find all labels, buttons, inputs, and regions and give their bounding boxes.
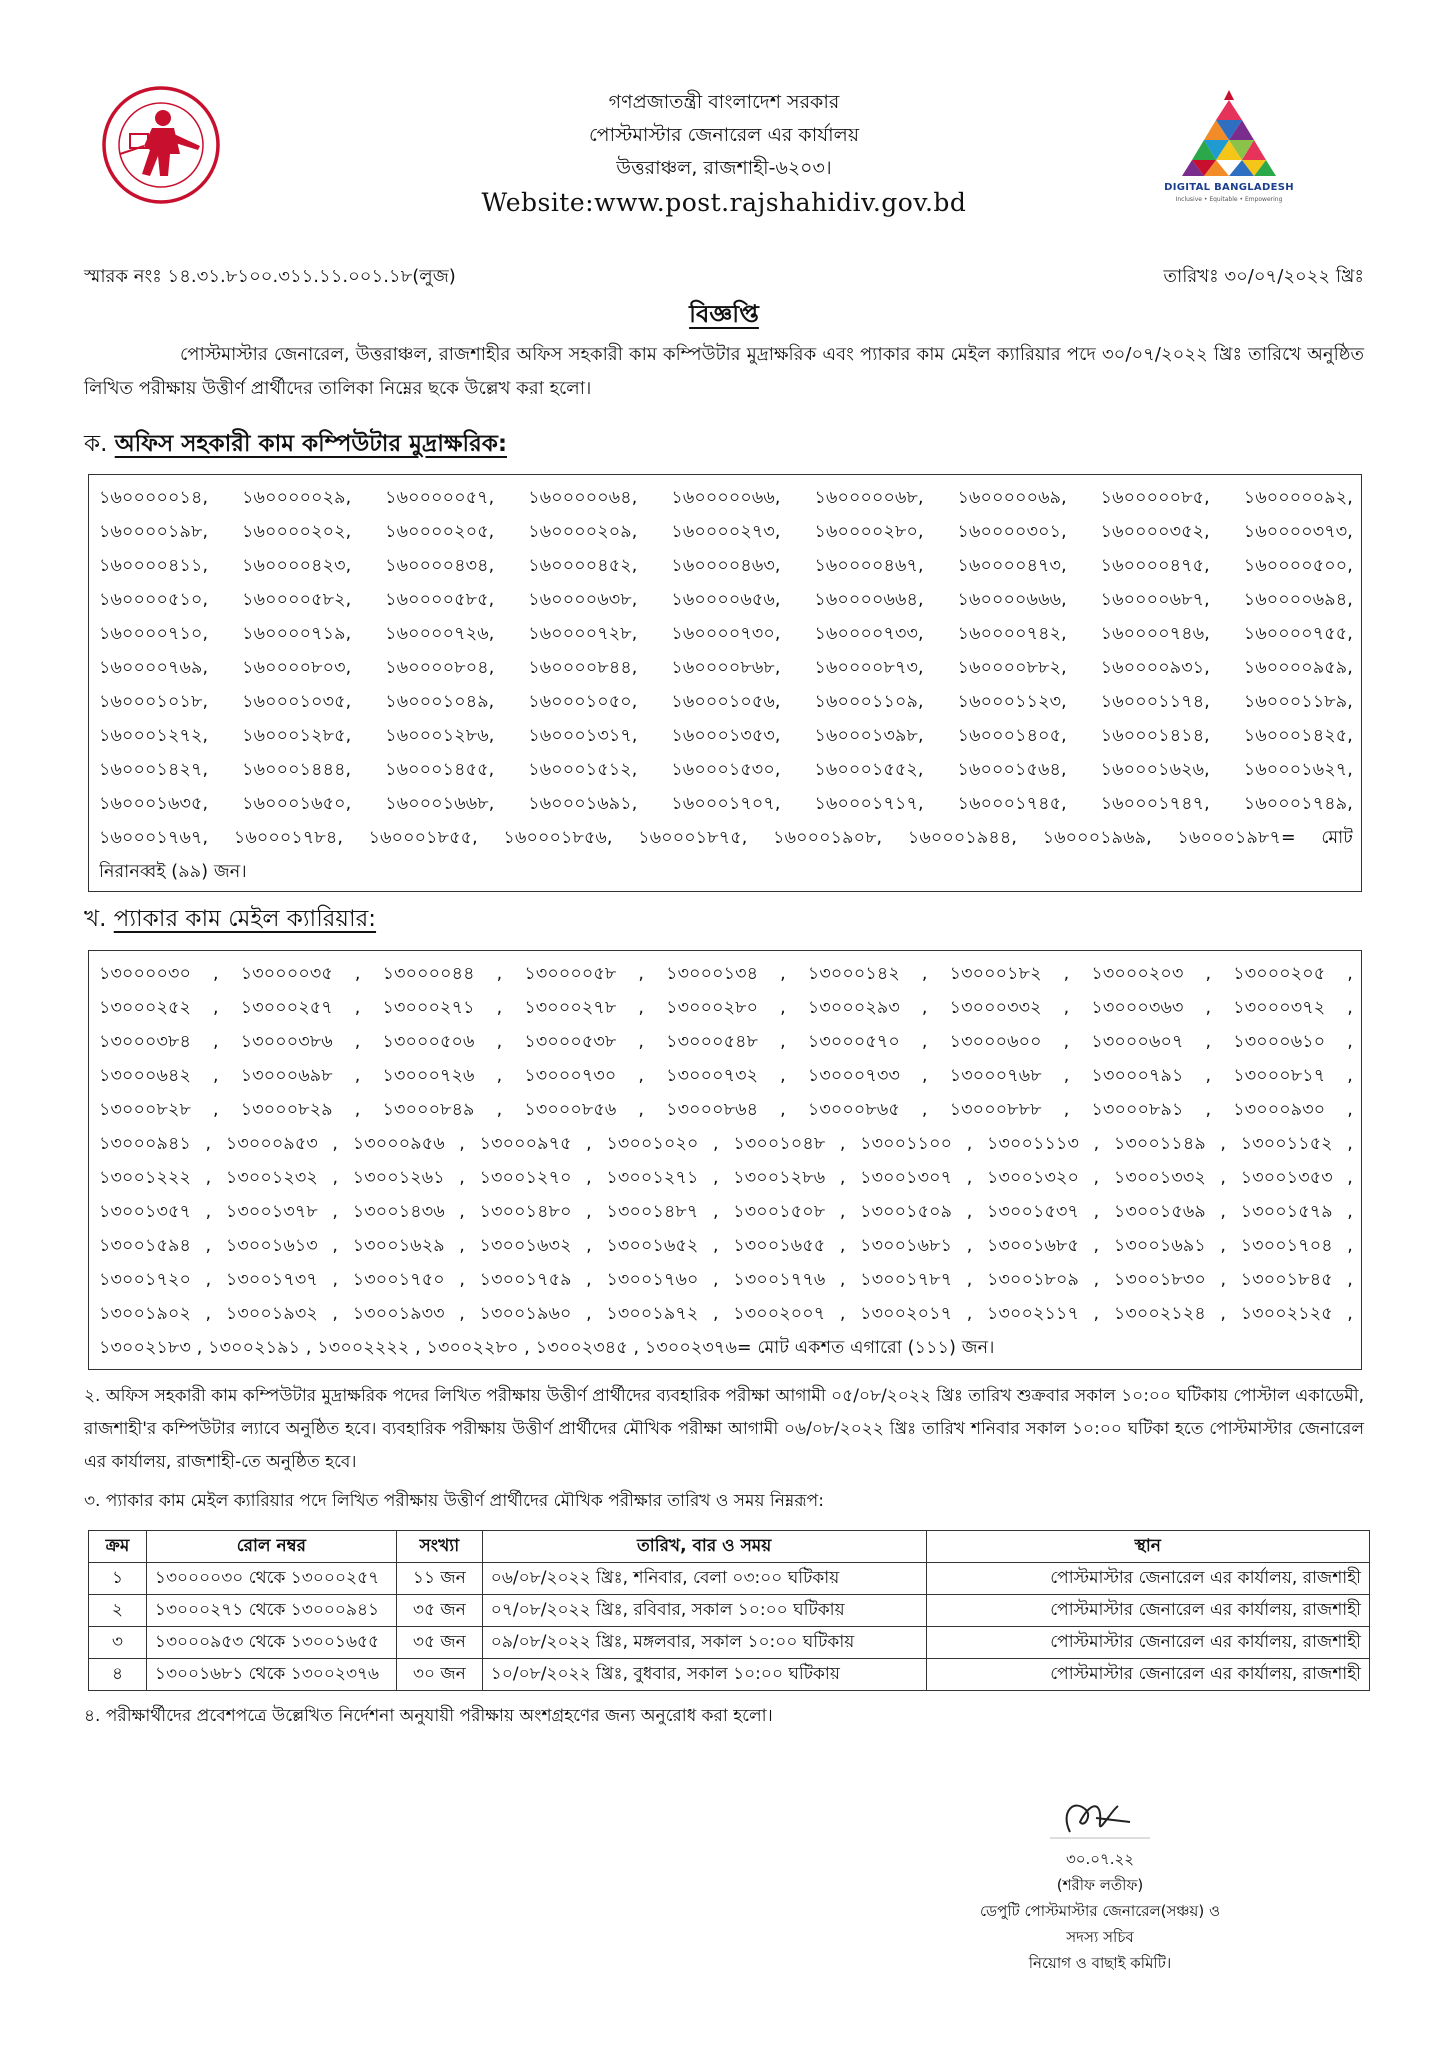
col-roll: রোল নম্বর — [146, 1531, 396, 1563]
practical-exam-paragraph: ২. অফিস সহকারী কাম কম্পিউটার মুদ্রাক্ষরিক পদের লিখিত পরীক্ষায় উত্তীর্ণ প্রার্থীদের ব্যবহারিক পরীক্ষা আগামী ০৫/০৮/২০২২ খ্রিঃ তারিখ শুক্রবার সকাল ১০:০০ ঘটিকায় পোস্টাল একাডেমী, রাজশাহী'র কম্পিউটার ল্যাবে অনুষ্ঠিত হবে। ব্যবহারিক পরীক্ষায় উত্তীর্ণ প্রার্থীদের মৌখিক পরীক্ষা আগামী ০৬/০৮/২০২২ খ্রিঃ তারিখ শনিবার সকাল ১০:০০ ঘটিকা হতে পোস্টমাস্টার জেনারেল এর কার্যালয়, রাজশাহী-তে অনুষ্ঠিত হবে। — [84, 1386, 1364, 1472]
signature-block — [920, 1792, 1280, 1976]
letterhead — [84, 82, 1364, 232]
section-k-heading — [84, 428, 507, 460]
cell-count: ৩০ জন — [396, 1659, 482, 1691]
cell-date-time: ০৯/০৮/২০২২ খ্রিঃ, মঙ্গলবার, সকাল ১০:০০ ঘটিকায় — [482, 1627, 926, 1659]
roll-row: ১৬০০০০৭৬৯, ১৬০০০০৮০৩, ১৬০০০০৮০৪, ১৬০০০০৮৪৪, ১৬০০০০৮৬৮, ১৬০০০০৮৭৩, ১৬০০০০৮৮২, ১৬০০০০৯৩১, ১৬০০০০৯৫৯, — [99, 658, 1353, 678]
roll-row: ১৩০০০৯৪১ , ১৩০০০৯৫৩ , ১৩০০০৯৫৬ , ১৩০০০৯৭৫ , ১৩০০১০২০ , ১৩০০১০৪৮ , ১৩০০১১০০ , ১৩০০১১১৩ , ১৩০০১১৪৯ , ১৩০০১১৫২ , — [99, 1134, 1353, 1154]
roll-row: ১৩০০১৩৫৭ , ১৩০০১৩৭৮ , ১৩০০১৪৩৬ , ১৩০০১৪৮০ , ১৩০০১৪৮৭ , ১৩০০১৫০৮ , ১৩০০১৫০৯ , ১৩০০১৫৩৭ , ১৩০০১৫৬৯ , ১৩০০১৫৭৯ , — [99, 1202, 1353, 1222]
signatory-name: (শরীফ লতীফ) — [1056, 1876, 1144, 1894]
cell-date-time: ১০/০৮/২০২২ খ্রিঃ, বুধবার, সকাল ১০:০০ ঘটিকায় — [482, 1659, 926, 1691]
cell-serial: ২ — [89, 1595, 147, 1627]
signature-date: ৩০.০৭.২২ — [1065, 1850, 1135, 1868]
section-kh-heading — [84, 903, 376, 935]
cell-serial: ৪ — [89, 1659, 147, 1691]
section-k-title: অফিস সহকারী কাম কম্পিউটার মুদ্রাক্ষরিক: — [114, 431, 508, 457]
roll-row: ১৩০০০০৩০ , ১৩০০০০৩৫ , ১৩০০০০৪৪ , ১৩০০০০৫৮ , ১৩০০০১৩৪ , ১৩০০০১৪২ , ১৩০০০১৮২ , ১৩০০০২০৩ , ১৩০০০২০৫ , — [99, 964, 1353, 984]
instruction-paragraph: ৪. পরীক্ষার্থীদের প্রবেশপত্রে উল্লেখিত নির্দেশনা অনুযায়ী পরীক্ষায় অংশগ্রহণের জন্য অনুরোধ করা হলো। — [84, 1706, 773, 1726]
roll-row: ১৩০০০৮২৮ , ১৩০০০৮২৯ , ১৩০০০৮৪৯ , ১৩০০০৮৫৬ , ১৩০০০৮৬৪ , ১৩০০০৮৬৫ , ১৩০০০৮৮৮ , ১৩০০০৮৯১ , ১৩০০০৯৩০ , — [99, 1100, 1353, 1120]
roll-row: ১৬০০০০৭১০, ১৬০০০০৭১৯, ১৬০০০০৭২৬, ১৬০০০০৭২৮, ১৬০০০০৭৩০, ১৬০০০০৭৩৩, ১৬০০০০৭৪২, ১৬০০০০৭৪৬, ১৬০০০০৭৫৫, — [99, 624, 1353, 644]
viva-schedule-paragraph: ৩. প্যাকার কাম মেইল ক্যারিয়ার পদে লিখিত পরীক্ষায় উত্তীর্ণ প্রার্থীদের মৌখিক পরীক্ষার তারিখ ও সময় নিম্নরূপ: — [84, 1491, 824, 1511]
cell-roll: ১৩০০০৯৫৩ থেকে ১৩০০১৬৫৫ — [146, 1627, 396, 1659]
signature-mark — [1030, 1792, 1170, 1844]
viva-schedule-table — [88, 1530, 1370, 1691]
roll-row: ১৬০০০১৬৩৫, ১৬০০০১৬৫০, ১৬০০০১৬৬৮, ১৬০০০১৬৯১, ১৬০০০১৭০৭, ১৬০০০১৭১৭, ১৬০০০১৭৪৫, ১৬০০০১৭৪৭, ১৬০০০১৭৪৯, — [99, 794, 1353, 814]
table-row — [89, 1659, 1370, 1691]
memo-date: তারিখঃ ৩০/০৭/২০২২ খ্রিঃ — [1163, 266, 1364, 287]
cell-date-time: ০৬/০৮/২০২২ খ্রিঃ, শনিবার, বেলা ০৩:০০ ঘটিকায় — [482, 1563, 926, 1595]
roll-row: ১৩০০১৯০২ , ১৩০০১৯৩২ , ১৩০০১৯৩৩ , ১৩০০১৯৬০ , ১৩০০১৯৭২ , ১৩০০২০০৭ , ১৩০০২০১৭ , ১৩০০২১১৭ , ১৩০০২১২৪ , ১৩০০২১২৫ , — [99, 1304, 1353, 1324]
section-kh-title: প্যাকার কাম মেইল ক্যারিয়ার: — [113, 906, 377, 932]
roll-row: ১৬০০০০৫১০, ১৬০০০০৫৮২, ১৬০০০০৫৮৫, ১৬০০০০৬৩৮, ১৬০০০০৬৫৬, ১৬০০০০৬৬৪, ১৬০০০০৬৬৬, ১৬০০০০৬৮৭, ১৬০০০০৬৯৪, — [99, 590, 1353, 610]
cell-serial: ৩ — [89, 1627, 147, 1659]
roll-row: ১৬০০০১৪২৭, ১৬০০০১৪৪৪, ১৬০০০১৪৫৫, ১৬০০০১৫১২, ১৬০০০১৫৩০, ১৬০০০১৫৫২, ১৬০০০১৫৬৪, ১৬০০০১৬২৬, ১৬০০০১৬২৭, — [99, 760, 1353, 780]
roll-row: ১৩০০০২৫২ , ১৩০০০২৫৭ , ১৩০০০২৭১ , ১৩০০০২৭৮ , ১৩০০০২৮০ , ১৩০০০২৯৩ , ১৩০০০৩৩২ , ১৩০০০৩৬৩ , ১৩০০০৩৭২ , — [99, 998, 1353, 1018]
packer-mail-carrier-roll-list — [88, 950, 1362, 1370]
cell-serial: ১ — [89, 1563, 147, 1595]
cell-venue: পোস্টমাস্টার জেনারেল এর কার্যালয়, রাজশাহী — [926, 1563, 1370, 1595]
cell-count: ১১ জন — [396, 1563, 482, 1595]
roll-row: ১৬০০০০০১৪, ১৬০০০০০২৯, ১৬০০০০০৫৭, ১৬০০০০০৬৪, ১৬০০০০০৬৬, ১৬০০০০০৬৮, ১৬০০০০০৬৯, ১৬০০০০০৮৫, ১৬০০০০০৯২, — [99, 488, 1353, 508]
digital-bangladesh-tagline: Inclusive • Equitable • Empowering — [1175, 196, 1283, 203]
table-row — [89, 1563, 1370, 1595]
table-row — [89, 1627, 1370, 1659]
col-serial: ক্রম — [89, 1531, 147, 1563]
cell-count: ৩৫ জন — [396, 1595, 482, 1627]
office-name: পোস্টমাস্টার জেনারেল এর কার্যালয় — [588, 124, 860, 146]
col-venue: স্থান — [926, 1531, 1370, 1563]
col-count: সংখ্যা — [396, 1531, 482, 1563]
roll-row: ১৬০০০১২৭২, ১৬০০০১২৮৫, ১৬০০০১২৮৬, ১৬০০০১৩১৭, ১৬০০০১৩৫৩, ১৬০০০১৩৯৮, ১৬০০০১৪০৫, ১৬০০০১৪১৪, ১৬০০০১৪২৫, — [99, 726, 1353, 746]
memo-number: স্মারক নংঃ ১৪.৩১.৮১০০.৩১১.১১.০০১.১৮(লুজ) — [84, 266, 456, 287]
cell-venue: পোস্টমাস্টার জেনারেল এর কার্যালয়, রাজশাহী — [926, 1627, 1370, 1659]
office-assistant-roll-list — [88, 474, 1362, 892]
website-link[interactable]: Website:www.post.rajshahidiv.gov.bd — [481, 188, 967, 217]
cell-count: ৩৫ জন — [396, 1627, 482, 1659]
roll-row: ১৬০০০০১৯৮, ১৬০০০০২০২, ১৬০০০০২০৫, ১৬০০০০২০৯, ১৬০০০০২৭৩, ১৬০০০০২৮০, ১৬০০০০৩০১, ১৬০০০০৩৫২, ১৬০০০০৩৭৩, — [99, 522, 1353, 542]
cell-venue: পোস্টমাস্টার জেনারেল এর কার্যালয়, রাজশাহী — [926, 1659, 1370, 1691]
roll-row: ১৩০০০৩৮৪ , ১৩০০০৩৮৬ , ১৩০০০৫০৬ , ১৩০০০৫৩৮ , ১৩০০০৫৪৮ , ১৩০০০৫৭০ , ১৩০০০৬০০ , ১৩০০০৬০৭ , ১৩০০০৬১০ , — [99, 1032, 1353, 1052]
roll-row: ১৩০০১২২২ , ১৩০০১২৩২ , ১৩০০১২৬১ , ১৩০০১২৭০ , ১৩০০১২৭১ , ১৩০০১২৮৬ , ১৩০০১৩০৭ , ১৩০০১৩২০ , ১৩০০১৩৩২ , ১৩০০১৩৫৩ , — [99, 1168, 1353, 1188]
govt-name: গণপ্রজাতন্ত্রী বাংলাদেশ সরকার — [608, 91, 840, 113]
roll-row: ১৬০০০১৭৬৭, ১৬০০০১৭৮৪, ১৬০০০১৮৫৫, ১৬০০০১৮৫৬, ১৬০০০১৮৭৫, ১৬০০০১৯০৮, ১৬০০০১৯৪৪, ১৬০০০১৯৬৯, ১৬০০০১৯৮৭= মোট — [99, 828, 1353, 848]
roll-row: ১৬০০০০৪১১, ১৬০০০০৪২৩, ১৬০০০০৪৩৪, ১৬০০০০৪৫২, ১৬০০০০৪৬৩, ১৬০০০০৪৬৭, ১৬০০০০৪৭৩, ১৬০০০০৪৭৫, ১৬০০০০৫০০, — [99, 556, 1353, 576]
cell-roll: ১৩০০১৬৮১ থেকে ১৩০০২৩৭৬ — [146, 1659, 396, 1691]
signatory-role: সদস্য সচিব — [1066, 1928, 1134, 1946]
roll-row: ১৩০০২১৮৩ , ১৩০০২১৯১ , ১৩০০২২২২ , ১৩০০২২৮০ , ১৩০০২৩৪৫ , ১৩০০২৩৭৬= মোট একশত এগারো (১১১) জন। — [99, 1338, 995, 1358]
table-row — [89, 1595, 1370, 1627]
cell-venue: পোস্টমাস্টার জেনারেল এর কার্যালয়, রাজশাহী — [926, 1595, 1370, 1627]
digital-bangladesh-icon — [1154, 86, 1304, 182]
notice-title-text: বিজ্ঞপ্তি — [689, 300, 759, 328]
roll-row: ১৩০০১৫৯৪ , ১৩০০১৬১৩ , ১৩০০১৬২৯ , ১৩০০১৬৩২ , ১৩০০১৬৫২ , ১৩০০১৬৫৫ , ১৩০০১৬৮১ , ১৩০০১৬৮৫ , ১৩০০১৬৯১ , ১৩০০১৭০৪ , — [99, 1236, 1353, 1256]
office-address: উত্তরাঞ্চল, রাজশাহী-৬২০৩। — [616, 157, 832, 179]
section-kh-prefix: খ. — [84, 906, 114, 932]
roll-row: নিরানব্বই (৯৯) জন। — [99, 862, 247, 882]
cell-roll: ১৩০০০২৭১ থেকে ১৩০০০৯৪১ — [146, 1595, 396, 1627]
cell-roll: ১৩০০০০৩০ থেকে ১৩০০০২৫৭ — [146, 1563, 396, 1595]
digital-bangladesh-label: DIGITAL BANGLADESH — [1164, 182, 1294, 193]
roll-row: ১৬০০০১০১৮, ১৬০০০১০৩৫, ১৬০০০১০৪৯, ১৬০০০১০৫০, ১৬০০০১০৫৬, ১৬০০০১১০৯, ১৬০০০১১২৩, ১৬০০০১১৭৪, ১৬০০০১১৮৯, — [99, 692, 1353, 712]
digital-bangladesh-logo — [1154, 86, 1304, 204]
signatory-designation: ডেপুটি পোস্টমাস্টার জেনারেল(সঞ্চয়) ও — [979, 1902, 1221, 1920]
col-date-time: তারিখ, বার ও সময় — [482, 1531, 926, 1563]
signatory-committee: নিয়োগ ও বাছাই কমিটি। — [1028, 1954, 1172, 1972]
table-header-row — [89, 1531, 1370, 1563]
notice-title — [84, 296, 1364, 336]
roll-row: ১৩০০০৬৪২ , ১৩০০০৬৯৮ , ১৩০০০৭২৬ , ১৩০০০৭৩০ , ১৩০০০৭৩২ , ১৩০০০৭৩৩ , ১৩০০০৭৬৮ , ১৩০০০৭৯১ , ১৩০০০৮১৭ , — [99, 1066, 1353, 1086]
cell-date-time: ০৭/০৮/২০২২ খ্রিঃ, রবিবার, সকাল ১০:০০ ঘটিকায় — [482, 1595, 926, 1627]
section-k-prefix: ক. — [84, 431, 115, 457]
intro-paragraph: পোস্টমাস্টার জেনারেল, উত্তরাঞ্চল, রাজশাহীর অফিস সহকারী কাম কম্পিউটার মুদ্রাক্ষরিক এবং প্যাকার কাম মেইল ক্যারিয়ার পদে ৩০/০৭/২০২২ খ্রিঃ তারিখে অনুষ্ঠিত লিখিত পরীক্ষায় উত্তীর্ণ প্রার্থীদের তালিকা নিম্নের ছকে উল্লেখ করা হলো। — [84, 344, 1364, 399]
roll-row: ১৩০০১৭২০ , ১৩০০১৭৩৭ , ১৩০০১৭৫০ , ১৩০০১৭৫৯ , ১৩০০১৭৬০ , ১৩০০১৭৭৬ , ১৩০০১৭৮৭ , ১৩০০১৮০৯ , ১৩০০১৮৩০ , ১৩০০১৮৪৫ , — [99, 1270, 1353, 1290]
